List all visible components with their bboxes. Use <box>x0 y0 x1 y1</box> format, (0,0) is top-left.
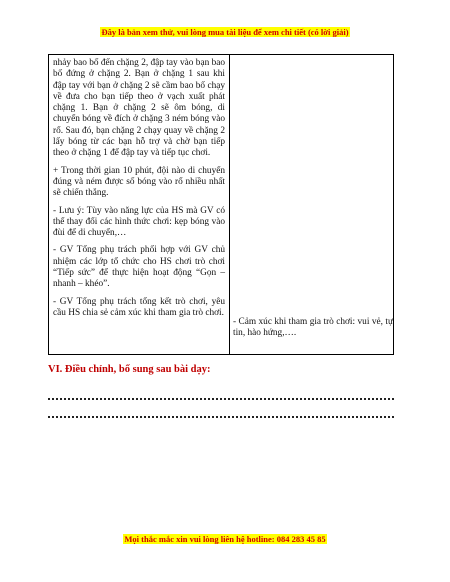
teacher-activities-column <box>53 58 225 325</box>
summary-paragraph: - GV Tổng phụ trách tổng kết trò chơi, yêu cầu HS chia sẻ cảm xúc khi tham gia trò chơi. <box>53 296 225 318</box>
section-heading: VI. Điều chỉnh, bổ sung sau bài dạy: <box>48 364 211 375</box>
preview-notice-banner <box>0 27 450 37</box>
preview-notice-text: Đây là bản xem thử, vui lòng mua tài liệu để xem chi tiết (có lời giải) <box>101 27 349 37</box>
dotted-fill-line-2 <box>48 416 394 418</box>
game-rules-paragraph: nhảy bao bố đến chặng 2, đập tay vào bạn bao bố đứng ở chặng 2. Bạn ở chặng 1 sau khi đập tay với bạn ở chặng 2 sẽ cầm bao bố chạy về đưa cho bạn tiếp theo ở vạch xuất phát chặng 1. Bạn ở chặng 2 sẽ ôm bóng, di chuyển bóng về đích ở chặng 3 ném bóng vào rổ. Sau đó, bạn chặng 2 chạy quay về chặng 2 lấy bóng từ các bạn hỗ trợ và chờ bạn tiếp theo ở chặng 1 để đập tay và tiếp tục chơi. <box>53 58 225 159</box>
expected-outcomes-column <box>233 317 393 340</box>
hotline-banner <box>0 534 450 544</box>
column-divider <box>229 55 230 354</box>
note-paragraph: - Lưu ý: Tùy vào năng lực của HS mà GV có thể thay đổi các hình thức chơi: kẹp bóng vào đùi để di chuyển,… <box>53 205 225 239</box>
emotion-outcome-paragraph: - Cảm xúc khi tham gia trò chơi: vui vẻ, tự tin, hào hứng,…. <box>233 317 393 339</box>
hotline-text: Mọi thắc mắc xin vui lòng liên hệ hotline: 084 283 45 85 <box>124 534 326 544</box>
activity-table <box>48 54 394 355</box>
dotted-fill-line-1 <box>48 398 394 400</box>
winning-condition-paragraph: + Trong thời gian 10 phút, đội nào di chuyển đúng và ném được số bóng vào rổ nhiều nhất sẽ chiến thắng. <box>53 165 225 199</box>
organization-paragraph: - GV Tổng phụ trách phối hợp với GV chủ nhiệm các lớp tổ chức cho HS chơi trò chơi “Tiếp sức” để thực hiện hoạt động “Gọn – nhanh – khéo”. <box>53 245 225 290</box>
